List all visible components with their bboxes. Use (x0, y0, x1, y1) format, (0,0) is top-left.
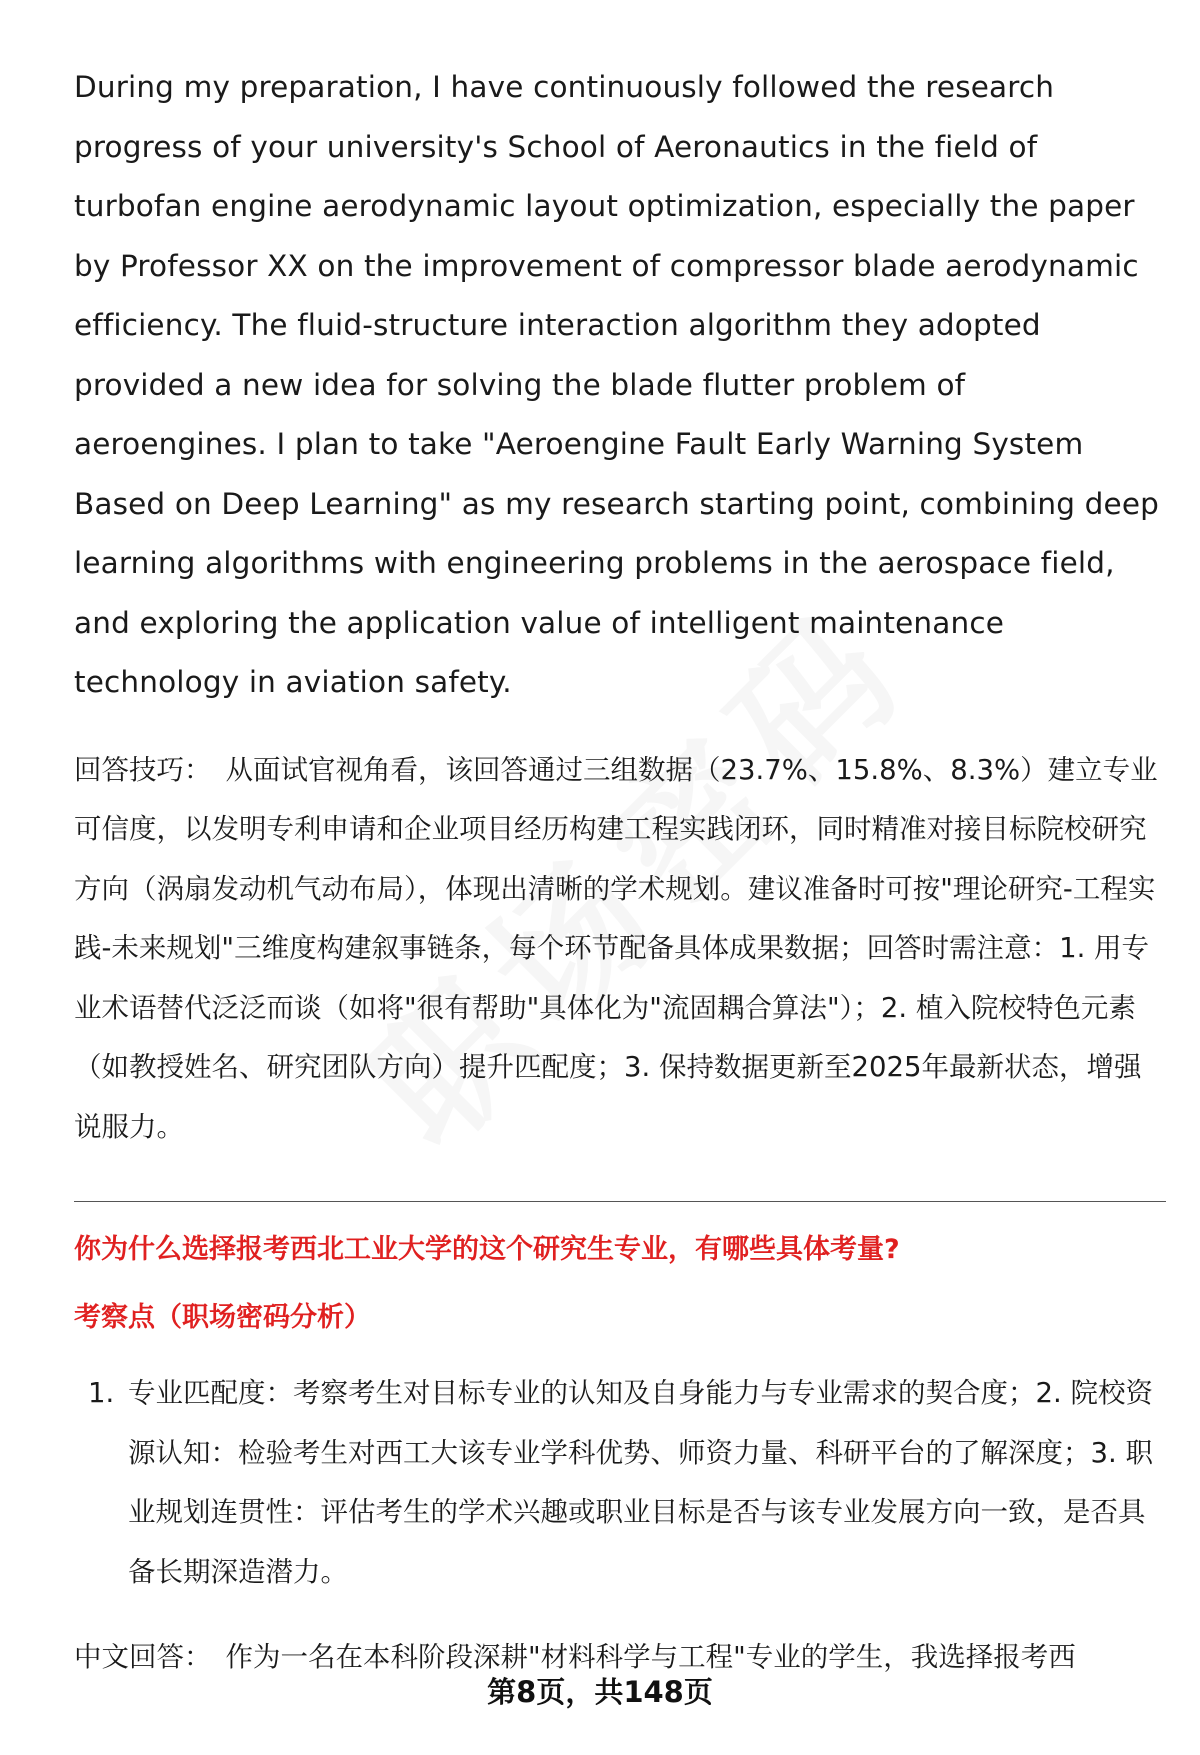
list-item (74, 1364, 1166, 1602)
tips-paragraph (74, 741, 1166, 1158)
assessment-points-list (74, 1364, 1166, 1602)
answer-text: 作为一名在本科阶段深耕"材料科学与工程"专业的学生，我选择报考西 (225, 1641, 1076, 1673)
document-page (74, 58, 1166, 1715)
tips-label: 回答技巧： (74, 753, 212, 786)
page-number-footer: 第8页，共148页 (487, 1675, 713, 1709)
tips-text: 从面试官视角看，该回答通过三组数据（23.7%、15.8%、8.3%）建立专业可信度，以发明专利申请和企业项目经历构建工程实践闭环，同时精准对接目标院校研究方向（涡扇发动机气动布局），体现出清晰的学术规划。建议准备时可按"理论研究-工程实践-未来规划"三维度构建叙事链条，每个环节配备具体成果数据；回答时需注意：1. 用专业术语替代泛泛而谈（如将"很有帮助"具体化为"流固耦合算法"）；2. 植入院校特色元素（如教授姓名、研究团队方向）提升匹配度；3. 保持数据更新至2025年最新状态，增强说服力。 (74, 753, 1158, 1143)
list-item-number: 1. (88, 1377, 115, 1409)
list-item-text: 专业匹配度：考察考生对目标专业的认知及自身能力与专业需求的契合度；2. 院校资源认知：检验考生对西工大该专业学科优势、师资力量、科研平台的了解深度；3. 职业规划连贯性：评估考生的学术兴趣或职业目标是否与该专业发展方向一致，是否具备长期深造潜力。 (128, 1377, 1153, 1588)
answer-label: 中文回答： (74, 1641, 212, 1673)
assessment-points-heading: 考察点（职场密码分析） (74, 1302, 371, 1333)
section-divider (74, 1201, 1166, 1202)
question-heading: 你为什么选择报考西北工业大学的这个研究生专业，有哪些具体考量? (74, 1234, 900, 1265)
english-answer-paragraph: During my preparation, I have continuously followed the research progress of your university's School of Aeronautics in the field of turbofan engine aerodynamic layout optimization, especially the paper by Professor XX on the improvement of compressor blade aerodynamic efficiency. The fluid-structure interaction algorithm they adopted provided a new idea for solving the blade flutter problem of aeroengines. I plan to take "Aeroengine Fault Early Warning System Based on Deep Learning" as my research starting point, combining deep learning algorithms with engineering problems in the aerospace field, and exploring the application value of intelligent maintenance technology in aviation safety. (74, 70, 1159, 699)
